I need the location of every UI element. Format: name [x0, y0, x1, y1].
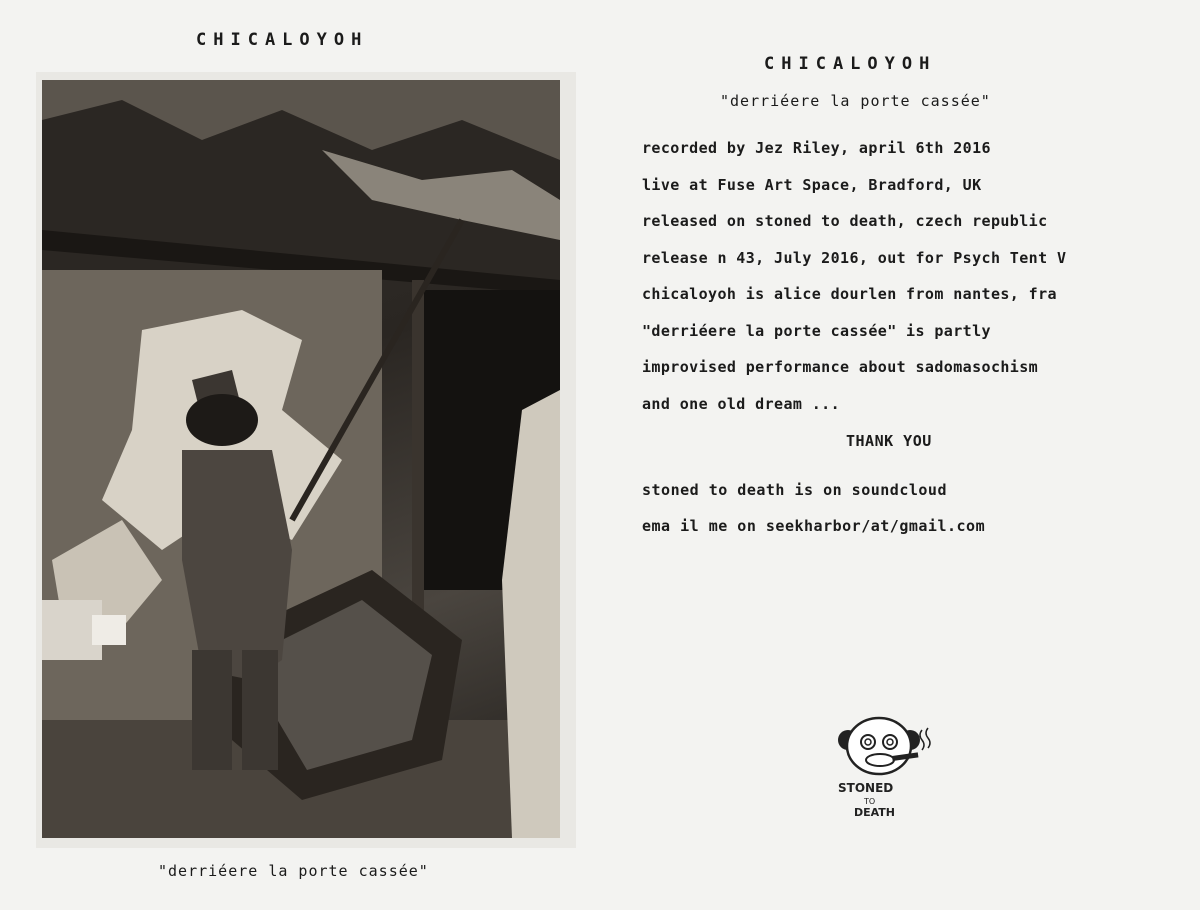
right-title: CHICALOYOH — [764, 54, 937, 74]
contact-line: stoned to death is on soundcloud — [642, 481, 947, 499]
svg-text:DEATH: DEATH — [854, 806, 896, 819]
liner-line: released on stoned to death, czech republic — [642, 212, 1048, 230]
liner-notes — [642, 138, 1182, 430]
photo-illustration — [42, 80, 560, 838]
liner-line: improvised performance about sadomasochism — [642, 358, 1039, 376]
svg-text:TO: TO — [864, 797, 876, 806]
contact-line: ema il me on seekharbor/at/gmail.com — [642, 517, 986, 535]
firefighter-photo — [42, 80, 560, 838]
liner-line: live at Fuse Art Space, Bradford, UK — [642, 175, 982, 194]
stoned-monkey-logo-icon — [830, 712, 940, 822]
thank-you-text: THANK YOU — [846, 432, 932, 450]
left-title: CHICALOYOH — [196, 30, 369, 50]
liner-line: recorded by Jez Riley, april 6th 2016 — [642, 139, 991, 157]
contact-info — [642, 480, 985, 552]
left-caption: "derriéere la porte cassée" — [158, 862, 429, 880]
right-subtitle: "derriéere la porte cassée" — [720, 92, 991, 110]
liner-line: and one old dream ... — [642, 394, 841, 413]
svg-text:STONED: STONED — [838, 781, 894, 795]
liner-line: release n 43, July 2016, out for Psych Tent V — [642, 248, 1067, 267]
liner-line: "derriéere la porte cassée" is partly — [642, 321, 991, 340]
liner-line: chicaloyoh is alice dourlen from nantes, fra — [642, 285, 1057, 303]
